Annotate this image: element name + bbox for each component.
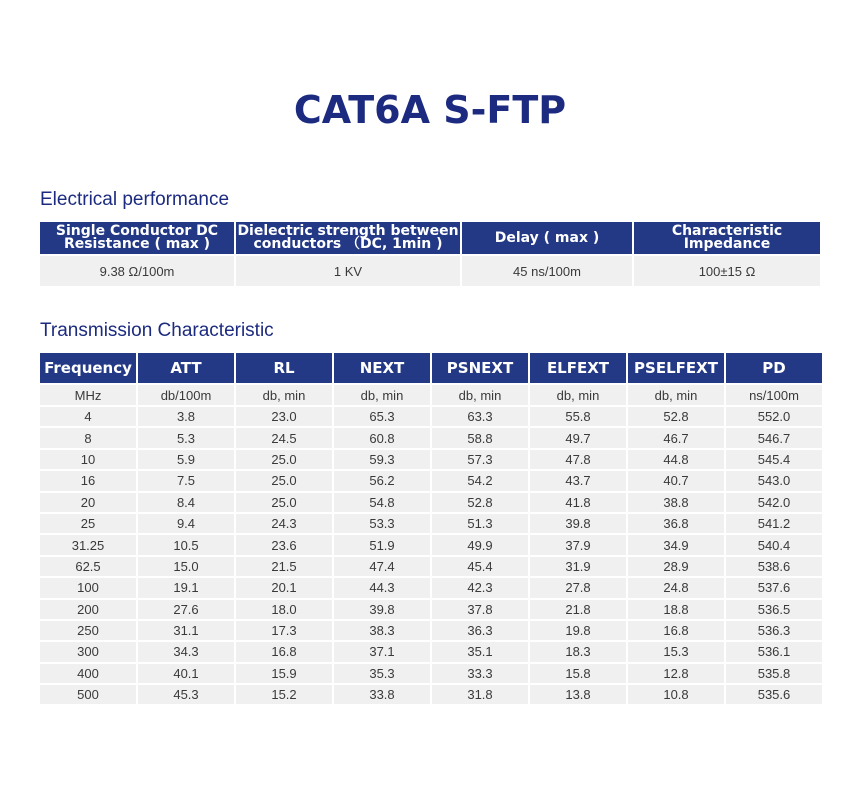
cell-psnext: 35.1: [432, 642, 528, 661]
cell-elfext: 55.8: [530, 407, 626, 426]
cell-pd: 535.8: [726, 664, 822, 683]
cell-att: 7.5: [138, 471, 234, 490]
cell-att: 5.9: [138, 450, 234, 469]
table-row: [40, 557, 822, 576]
cell-att: 45.3: [138, 685, 234, 704]
cell-att: 5.3: [138, 428, 234, 447]
cell-next: 35.3: [334, 664, 430, 683]
cell-psnext: 58.8: [432, 428, 528, 447]
header-rl: RL: [236, 353, 332, 383]
cell-elfext: 39.8: [530, 514, 626, 533]
table-row: [40, 493, 822, 512]
table-row: [40, 578, 822, 597]
table-row: [40, 642, 822, 661]
cell-next: 53.3: [334, 514, 430, 533]
cell-pd: 543.0: [726, 471, 822, 490]
cell-psnext: 31.8: [432, 685, 528, 704]
cell-elfext: 31.9: [530, 557, 626, 576]
cell-pd: 546.7: [726, 428, 822, 447]
cell-pd: 536.5: [726, 600, 822, 619]
cell-next: 37.1: [334, 642, 430, 661]
cell-psnext: 57.3: [432, 450, 528, 469]
cell-elfext: 21.8: [530, 600, 626, 619]
electrical-header-row: [40, 222, 820, 254]
unit-rl: db, min: [236, 385, 332, 405]
table-row: [40, 535, 822, 554]
unit-pd: ns/100m: [726, 385, 822, 405]
cell-rl: 15.2: [236, 685, 332, 704]
electrical-performance-heading: Electrical performance: [40, 189, 230, 210]
cell-next: 47.4: [334, 557, 430, 576]
cell-psnext: 49.9: [432, 535, 528, 554]
value-dielectric-strength: 1 KV: [236, 256, 460, 286]
cell-att: 40.1: [138, 664, 234, 683]
cell-rl: 24.3: [236, 514, 332, 533]
cell-elfext: 18.3: [530, 642, 626, 661]
cell-att: 31.1: [138, 621, 234, 640]
cell-att: 9.4: [138, 514, 234, 533]
cell-att: 19.1: [138, 578, 234, 597]
cell-rl: 17.3: [236, 621, 332, 640]
table-row: [40, 471, 822, 490]
cell-pselfext: 52.8: [628, 407, 724, 426]
cell-next: 44.3: [334, 578, 430, 597]
cell-pselfext: 18.8: [628, 600, 724, 619]
header-att: ATT: [138, 353, 234, 383]
transmission-units-row: [40, 385, 822, 405]
cell-pd: 537.6: [726, 578, 822, 597]
cell-psnext: 36.3: [432, 621, 528, 640]
cell-psnext: 52.8: [432, 493, 528, 512]
cell-rl: 20.1: [236, 578, 332, 597]
cell-rl: 25.0: [236, 450, 332, 469]
cell-psnext: 37.8: [432, 600, 528, 619]
cell-elfext: 37.9: [530, 535, 626, 554]
header-next: NEXT: [334, 353, 430, 383]
table-row: [40, 407, 822, 426]
cell-pselfext: 46.7: [628, 428, 724, 447]
cell-att: 3.8: [138, 407, 234, 426]
cell-pselfext: 44.8: [628, 450, 724, 469]
cell-pselfext: 24.8: [628, 578, 724, 597]
cell-pselfext: 12.8: [628, 664, 724, 683]
unit-pselfext: db, min: [628, 385, 724, 405]
cell-pselfext: 40.7: [628, 471, 724, 490]
cell-frequency: 16: [40, 471, 136, 490]
cell-elfext: 49.7: [530, 428, 626, 447]
cell-att: 27.6: [138, 600, 234, 619]
transmission-characteristic-heading: Transmission Characteristic: [40, 320, 274, 341]
cell-rl: 23.0: [236, 407, 332, 426]
cell-frequency: 25: [40, 514, 136, 533]
unit-att: db/100m: [138, 385, 234, 405]
header-dielectric-strength: Dielectric strength between conductors （DC, 1min ): [237, 223, 459, 252]
table-row: [40, 621, 822, 640]
cell-rl: 25.0: [236, 493, 332, 512]
cell-psnext: 54.2: [432, 471, 528, 490]
cell-psnext: 45.4: [432, 557, 528, 576]
cell-frequency: 20: [40, 493, 136, 512]
value-impedance: 100±15 Ω: [634, 256, 820, 286]
cell-frequency: 500: [40, 685, 136, 704]
cell-att: 10.5: [138, 535, 234, 554]
cell-psnext: 51.3: [432, 514, 528, 533]
header-psnext: PSNEXT: [432, 353, 528, 383]
cell-elfext: 19.8: [530, 621, 626, 640]
cell-elfext: 15.8: [530, 664, 626, 683]
header-frequency: Frequency: [40, 353, 136, 383]
cell-pd: 535.6: [726, 685, 822, 704]
value-delay: 45 ns/100m: [462, 256, 632, 286]
cell-next: 38.3: [334, 621, 430, 640]
cell-pd: 536.1: [726, 642, 822, 661]
cell-frequency: 200: [40, 600, 136, 619]
transmission-table-body: [40, 407, 822, 704]
cell-rl: 15.9: [236, 664, 332, 683]
cell-pselfext: 36.8: [628, 514, 724, 533]
cell-frequency: 400: [40, 664, 136, 683]
cell-elfext: 13.8: [530, 685, 626, 704]
electrical-performance-table: [38, 220, 822, 288]
cell-rl: 16.8: [236, 642, 332, 661]
cell-pd: 538.6: [726, 557, 822, 576]
cell-elfext: 41.8: [530, 493, 626, 512]
cell-rl: 23.6: [236, 535, 332, 554]
cell-next: 39.8: [334, 600, 430, 619]
cell-att: 15.0: [138, 557, 234, 576]
unit-next: db, min: [334, 385, 430, 405]
cell-pselfext: 16.8: [628, 621, 724, 640]
cell-elfext: 47.8: [530, 450, 626, 469]
cell-pselfext: 15.3: [628, 642, 724, 661]
header-pd: PD: [726, 353, 822, 383]
cell-next: 65.3: [334, 407, 430, 426]
cell-frequency: 4: [40, 407, 136, 426]
header-pselfext: PSELFEXT: [628, 353, 724, 383]
cell-pd: 541.2: [726, 514, 822, 533]
cell-pd: 545.4: [726, 450, 822, 469]
cell-pselfext: 28.9: [628, 557, 724, 576]
cell-pd: 542.0: [726, 493, 822, 512]
cell-pselfext: 38.8: [628, 493, 724, 512]
unit-elfext: db, min: [530, 385, 626, 405]
cell-psnext: 42.3: [432, 578, 528, 597]
transmission-characteristic-table: [38, 351, 824, 706]
value-dc-resistance: 9.38 Ω/100m: [40, 256, 234, 286]
electrical-value-row: [40, 256, 820, 286]
table-row: [40, 600, 822, 619]
table-row: [40, 514, 822, 533]
cell-pd: 540.4: [726, 535, 822, 554]
table-row: [40, 428, 822, 447]
cell-pselfext: 10.8: [628, 685, 724, 704]
cell-frequency: 62.5: [40, 557, 136, 576]
cell-elfext: 27.8: [530, 578, 626, 597]
cell-pd: 552.0: [726, 407, 822, 426]
table-row: [40, 685, 822, 704]
cell-next: 56.2: [334, 471, 430, 490]
cell-next: 51.9: [334, 535, 430, 554]
cell-pselfext: 34.9: [628, 535, 724, 554]
cell-next: 54.8: [334, 493, 430, 512]
transmission-header-row: [40, 353, 822, 383]
cell-frequency: 250: [40, 621, 136, 640]
header-delay: Delay ( max ): [462, 222, 632, 254]
cell-att: 34.3: [138, 642, 234, 661]
header-elfext: ELFEXT: [530, 353, 626, 383]
cell-rl: 25.0: [236, 471, 332, 490]
cell-att: 8.4: [138, 493, 234, 512]
cell-pd: 536.3: [726, 621, 822, 640]
header-dc-resistance: Single Conductor DC Resistance ( max ): [40, 222, 234, 254]
header-impedance: Characteristic Impedance: [634, 222, 820, 254]
cell-rl: 24.5: [236, 428, 332, 447]
table-row: [40, 450, 822, 469]
cell-frequency: 10: [40, 450, 136, 469]
unit-psnext: db, min: [432, 385, 528, 405]
cell-rl: 18.0: [236, 600, 332, 619]
cell-frequency: 31.25: [40, 535, 136, 554]
cell-rl: 21.5: [236, 557, 332, 576]
unit-frequency: MHz: [40, 385, 136, 405]
cell-next: 33.8: [334, 685, 430, 704]
table-row: [40, 664, 822, 683]
cell-frequency: 100: [40, 578, 136, 597]
cell-frequency: 300: [40, 642, 136, 661]
cell-psnext: 33.3: [432, 664, 528, 683]
cell-elfext: 43.7: [530, 471, 626, 490]
cell-frequency: 8: [40, 428, 136, 447]
page-title: CAT6A S-FTP: [293, 88, 567, 132]
cell-next: 60.8: [334, 428, 430, 447]
cell-psnext: 63.3: [432, 407, 528, 426]
cell-next: 59.3: [334, 450, 430, 469]
